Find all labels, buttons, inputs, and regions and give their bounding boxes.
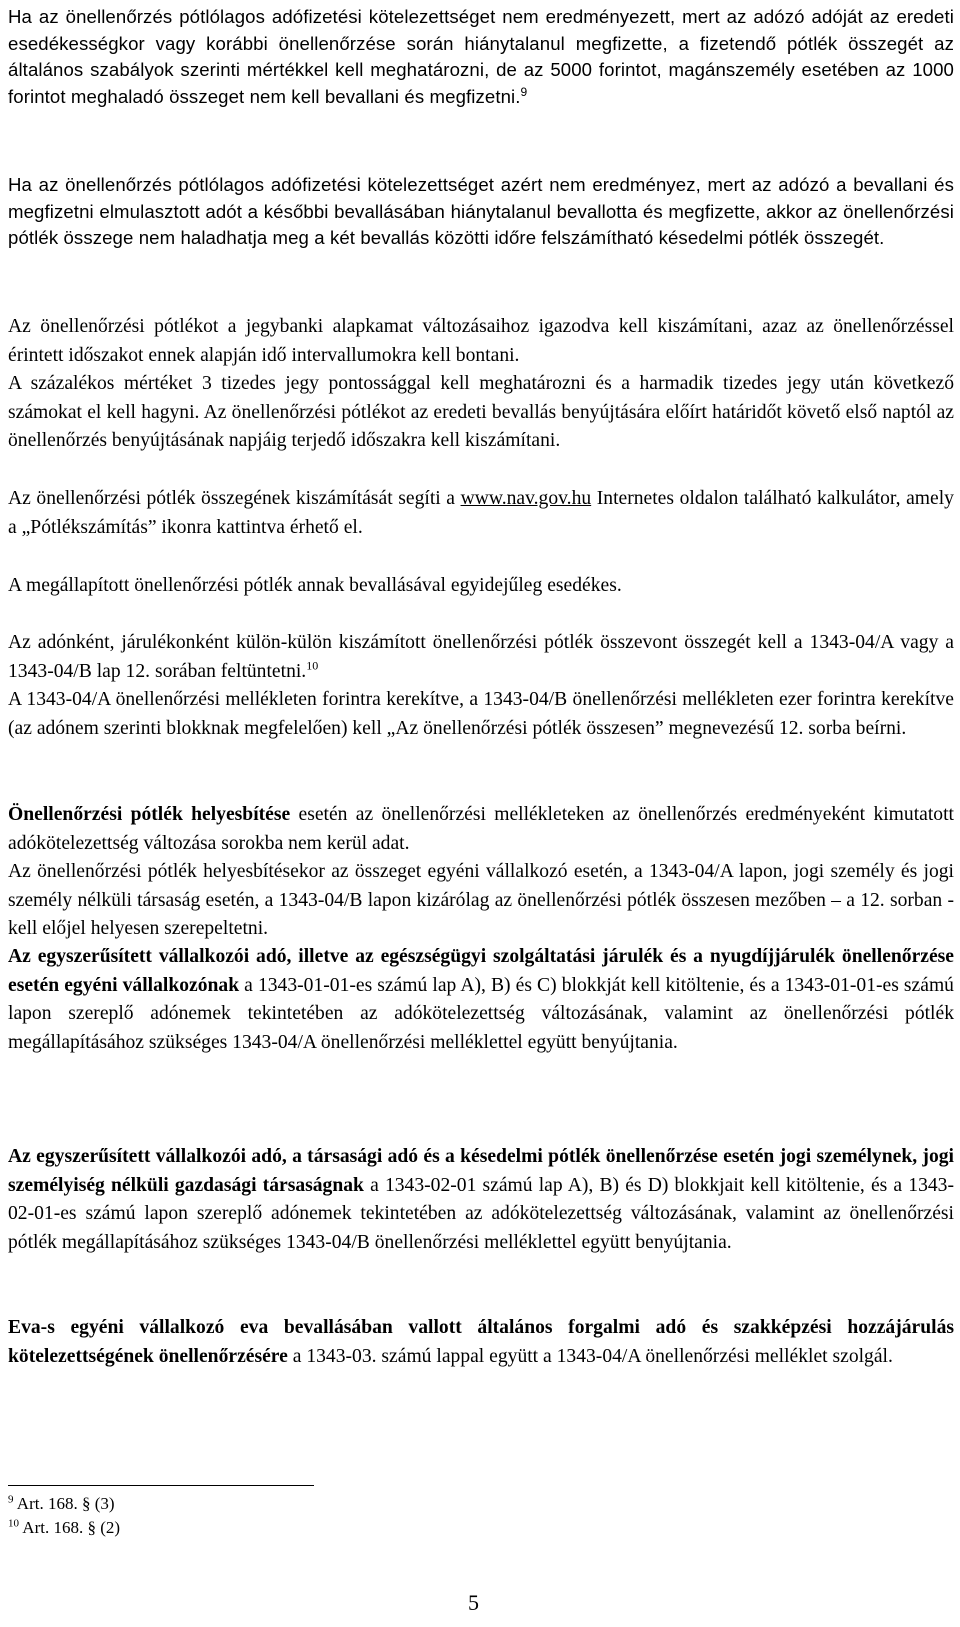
paragraph-9 (8, 801, 954, 858)
paragraph-9-text: esetén az önellenőrzési mellékleteken az önellenőrzés eredményeként kimutatott adókötelezettség változása sorokba nem kerül adat. (8, 804, 954, 854)
paragraph-1-text: Ha az önellenőrzés pótlólagos adófizetési kötelezettséget nem eredményezett, mert az adózó adóját az eredeti esedékességkor vagy korábbi önellenőrzése során hiánytalanul megfizette, a fizetendő pótlék összegét az általános szabályok szerinti mértékkel kell meghatározni, de az 5000 forintot, magánszemély esetében az 1000 forintot meghaladó összeget nem kell bevallani és megfizetni. (8, 6, 954, 107)
paragraph-7-text: Az adónként, járulékonként külön-külön kiszámított önellenőrzési pótlék összevont összegét kell a 1343-04/A vagy a 1343-04/B lap 12. sorában feltüntetni. (8, 632, 954, 682)
footnote-ref-9[interactable]: 9 (520, 84, 528, 99)
paragraph-11-text: a 1343-01-01-es számú lap A), B) és C) blokkját kell kitöltenie, és a 1343-01-01-es számú lapon szereplő adónemek tekintetében az adókötelezettség változásának, valamint az önellenőrzési pótlék megállapításához szükséges 1343-04/A önellenőrzési melléklettel együtt benyújtania. (8, 974, 954, 1053)
paragraph-8 (8, 686, 954, 743)
footnote-9-text: Art. 168. § (3) (13, 1494, 115, 1513)
nav-website-link[interactable]: www.nav.gov.hu (460, 488, 592, 509)
paragraph-6-text: A megállapított önellenőrzési pótlék annak bevallásával egyidejűleg esedékes. (8, 575, 622, 596)
paragraph-6 (8, 572, 954, 601)
paragraph-7 (8, 629, 954, 686)
paragraph-10 (8, 858, 954, 944)
paragraph-5-text-a: Az önellenőrzési pótlék összegének kiszámítását segíti a (8, 488, 461, 509)
paragraph-12 (8, 1143, 954, 1257)
paragraph-11 (8, 943, 954, 1057)
footnote-10-text: Art. 168. § (2) (19, 1518, 121, 1537)
paragraph-9-heading: Önellenőrzési pótlék helyesbítése (8, 804, 291, 825)
paragraph-2-text: Ha az önellenőrzés pótlólagos adófizetési kötelezettséget azért nem eredményez, mert az adózó a bevallani és megfizetni elmulasztott adót a későbbi bevallásában hiánytalanul bevallotta és megfizette, akkor az önellenőrzési pótlék összege nem haladhatja meg a két bevallás közötti időre felszámítható késedelmi pótlék összegét. (8, 174, 954, 248)
paragraph-13-heading: Eva-s egyéni vállalkozó eva bevallásában vallott általános forgalmi adó és szakképzési hozzájárulás kötelezettségének önellenőrzésére (8, 1317, 954, 1367)
paragraph-11-heading: Az egyszerűsített vállalkozói adó, illetve az egészségügyi szolgáltatási járulék és a nyugdíjjárulék önellenőrzése esetén egyéni vállalkozónak (8, 946, 954, 996)
paragraph-13 (8, 1314, 954, 1371)
paragraph-5 (8, 485, 954, 542)
footnote-divider (8, 1485, 314, 1486)
paragraph-8-text: A 1343-04/A önellenőrzési mellékleten forintra kerekítve, a 1343-04/B önellenőrzési mellékleten ezer forintra kerekítve (az adónem szerinti blokknak megfelelően) kell „Az önellenőrzési pótlék összesen” megnevezésű 12. sorba beírni. (8, 689, 954, 739)
footnote-ref-10[interactable]: 10 (306, 657, 319, 672)
page-number: 5 (468, 1590, 479, 1615)
paragraph-1 (8, 4, 954, 110)
paragraph-3 (8, 313, 954, 370)
footnotes (8, 1492, 120, 1540)
paragraph-12-text: a 1343-02-01 számú lap A), B) és D) blokkjait kell kitöltenie, és a 1343-02-01-es számú lapon szereplő adónemek tekintetében az adókötelezettség változásának, valamint az önellenőrzési pótlék megállapításához szükséges 1343-04/B önellenőrzési melléklettel együtt benyújtania. (8, 1174, 955, 1253)
paragraph-4 (8, 370, 954, 456)
paragraph-13-text: a 1343-03. számú lappal együtt a 1343-04/A önellenőrzési melléklet szolgál. (287, 1345, 893, 1367)
paragraph-5-text-b: Internetes oldalon található kalkulátor, amely a „Pótlékszámítás” ikonra kattintva érhető el. (8, 488, 954, 538)
paragraph-4-text: A százalékos mértéket 3 tizedes jegy pontossággal kell meghatározni és a harmadik tizedes jegy után következő számokat el kell hagyni. Az önellenőrzési pótlékot az eredeti bevallás benyújtására előírt határidőt követő első naptól az önellenőrzés benyújtásának napjáig terjedő időszakra kell kiszámítani. (8, 373, 954, 451)
paragraph-12-heading: Az egyszerűsített vállalkozói adó, a társasági adó és a késedelmi pótlék önellenőrzése esetén jogi személynek, jogi személyiség nélküli gazdasági társaságnak (8, 1146, 954, 1196)
paragraph-3-text: Az önellenőrzési pótlékot a jegybanki alapkamat változásaihoz igazodva kell kiszámítani, azaz az önellenőrzéssel érintett időszakot ennek alapján idő intervallumokra kell bontani. (8, 316, 954, 366)
footnote-10-number: 10 (8, 1517, 19, 1530)
footnote-9 (8, 1492, 120, 1516)
footnote-10 (8, 1516, 120, 1540)
paragraph-10-text: Az önellenőrzési pótlék helyesbítésekor az összeget egyéni vállalkozó esetén, a 1343-04/A lapon, jogi személy és jogi személy nélküli társaság esetén, a 1343-04/B lapon kizárólag az önellenőrzési pótlék összesen mezőben – a 12. sorban - kell előjel helyesen szerepeltetni. (8, 861, 954, 939)
paragraph-2 (8, 172, 954, 252)
footnote-9-number: 9 (8, 1493, 14, 1506)
